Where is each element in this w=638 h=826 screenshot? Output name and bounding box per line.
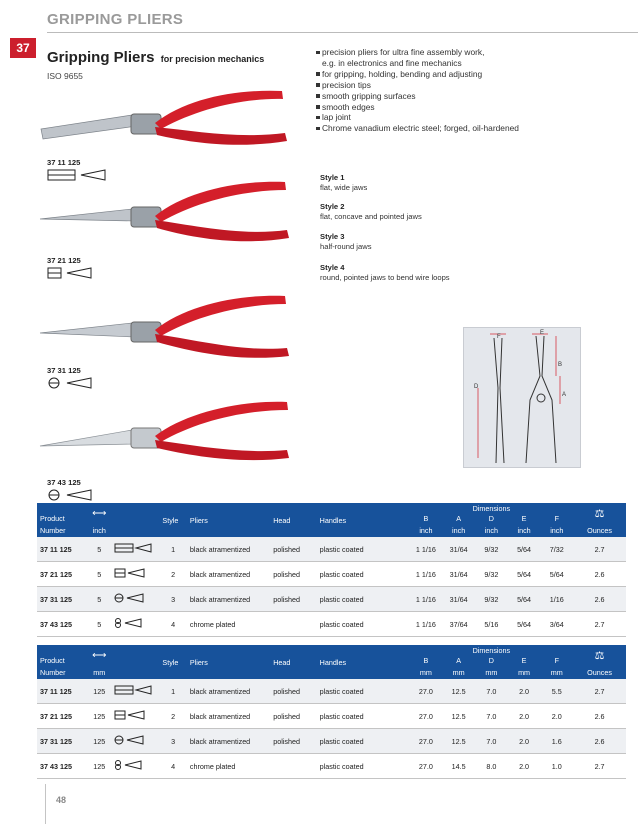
scale-icon: ⚖	[573, 645, 626, 665]
plier-image-37-31-125	[37, 290, 317, 365]
header-unit: mm	[88, 665, 111, 679]
style-label: Style 2	[320, 202, 345, 211]
footer-rule	[45, 784, 46, 824]
jaw-style-4-icon	[114, 760, 152, 770]
header-style: Style	[159, 503, 186, 537]
header-b: B	[410, 513, 443, 523]
table-row: 37 31 125 125 3 black atramentized polished plastic coated 27.0 12.5 7.0 2.0 1.6 2.6	[37, 729, 626, 754]
iso-standard: ISO 9655	[47, 71, 83, 81]
spec-table-mm	[37, 645, 626, 779]
feature-item: for gripping, holding, bending and adjusting	[316, 69, 626, 80]
title-rule	[47, 32, 638, 33]
page-number: 48	[56, 795, 67, 805]
plier-code: 37 21 125	[47, 256, 81, 265]
header-b: B	[410, 655, 443, 665]
feature-item: smooth edges	[316, 102, 626, 113]
header-e: E	[508, 655, 541, 665]
jaw-style-3-icon	[114, 735, 152, 745]
table-row: 37 11 125 5 1 black atramentized polished plastic coated 1 1/16 31/64 9/32 5/64 7/32 2.7	[37, 537, 626, 562]
spec-table-inch	[37, 503, 626, 637]
header-dimensions: Dimensions	[410, 503, 574, 513]
header-head: Head	[270, 503, 316, 537]
jaw-style-3-icon	[114, 593, 152, 603]
product-title	[47, 49, 264, 66]
jaw-style-4-icon	[47, 489, 107, 501]
header-a: A	[442, 655, 475, 665]
table-row: 37 43 125 125 4 chrome plated plastic coated 27.0 14.5 8.0 2.0 1.0 2.7	[37, 754, 626, 779]
header-f: F	[540, 655, 573, 665]
header-handles: Handles	[317, 645, 410, 679]
jaw-style-1-icon	[114, 543, 152, 553]
header-style: Style	[159, 645, 186, 679]
jaw-style-2-icon	[47, 267, 107, 279]
table-row: 37 43 125 5 4 chrome plated plastic coated 1 1/16 37/64 5/16 5/64 3/64 2.7	[37, 612, 626, 637]
style-label: Style 3	[320, 232, 345, 241]
section-title: GRIPPING PLIERS	[47, 11, 184, 28]
table-row: 37 21 125 5 2 black atramentized polished plastic coated 1 1/16 31/64 9/32 5/64 5/64 2.6	[37, 562, 626, 587]
dimension-diagram-drawing	[464, 328, 580, 467]
plier-code: 37 31 125	[47, 366, 81, 375]
feature-item: smooth gripping surfaces	[316, 91, 626, 102]
style-label: Style 4	[320, 263, 345, 272]
header-unit: inch	[88, 523, 111, 537]
jaw-style-1-icon	[47, 169, 107, 181]
feature-continuation: e.g. in electronics and fine mechanics	[322, 57, 462, 68]
style-1	[320, 173, 620, 192]
header-number: Number	[37, 523, 88, 537]
header-a-unit: inch	[442, 523, 475, 537]
scale-icon: ⚖	[573, 503, 626, 523]
header-product: Product	[37, 503, 88, 523]
header-ounces: Ounces	[573, 523, 626, 537]
chapter-tab: 37	[10, 38, 36, 58]
header-pliers: Pliers	[187, 503, 270, 537]
header-d-unit: inch	[475, 523, 508, 537]
style-desc: flat, wide jaws	[320, 182, 368, 192]
feature-item: precision pliers for ultra fine assembly work, e.g. in electronics and fine mechanics	[316, 47, 626, 69]
plier-code: 37 11 125	[47, 158, 81, 167]
table-row: 37 31 125 5 3 black atramentized polished plastic coated 1 1/16 31/64 9/32 5/64 1/16 2.6	[37, 587, 626, 612]
svg-text:E: E	[540, 330, 545, 336]
header-e-unit: mm	[508, 665, 541, 679]
header-ounces: Ounces	[573, 665, 626, 679]
plier-image-37-11-125	[37, 83, 317, 158]
dimension-diagram	[463, 327, 581, 468]
feature-item: precision tips	[316, 80, 626, 91]
header-b-unit: mm	[410, 665, 443, 679]
style-desc: round, pointed jaws to bend wire loops	[320, 272, 450, 282]
header-pliers: Pliers	[187, 645, 270, 679]
jaw-style-2-icon	[114, 710, 152, 720]
feature-list	[316, 47, 626, 134]
product-subtitle: for precision mechanics	[160, 54, 265, 64]
header-d: D	[475, 513, 508, 523]
feature-item: Chrome vanadium electric steel; forged, oil-hardened	[316, 123, 626, 134]
feature-item: lap joint	[316, 112, 626, 123]
plier-code: 37 43 125	[47, 478, 81, 487]
plier-image-37-21-125	[37, 176, 317, 251]
svg-text:A: A	[562, 392, 567, 398]
header-handles: Handles	[317, 503, 410, 537]
header-f: F	[540, 513, 573, 523]
jaw-style-1-icon	[114, 685, 152, 695]
table-row: 37 21 125 125 2 black atramentized polished plastic coated 27.0 12.5 7.0 2.0 2.0 2.6	[37, 704, 626, 729]
header-f-unit: inch	[540, 523, 573, 537]
header-a: A	[442, 513, 475, 523]
length-icon: ⟷	[88, 645, 111, 665]
svg-text:B: B	[558, 362, 563, 368]
plier-image-37-43-125	[37, 390, 317, 465]
jaw-style-4-icon	[114, 618, 152, 628]
header-d-unit: mm	[475, 665, 508, 679]
style-desc: half-round jaws	[320, 241, 372, 251]
header-b-unit: inch	[410, 523, 443, 537]
header-e: E	[508, 513, 541, 523]
style-2	[320, 202, 620, 221]
style-4	[320, 263, 620, 282]
style-label: Style 1	[320, 173, 345, 182]
length-icon: ⟷	[88, 503, 111, 523]
jaw-style-2-icon	[114, 568, 152, 578]
header-product: Product	[37, 645, 88, 665]
jaw-style-3-icon	[47, 377, 107, 389]
svg-text:D: D	[474, 384, 479, 390]
header-e-unit: inch	[508, 523, 541, 537]
header-head: Head	[270, 645, 316, 679]
header-f-unit: mm	[540, 665, 573, 679]
header-a-unit: mm	[442, 665, 475, 679]
table-row: 37 11 125 125 1 black atramentized polished plastic coated 27.0 12.5 7.0 2.0 5.5 2.7	[37, 679, 626, 704]
header-number: Number	[37, 665, 88, 679]
header-d: D	[475, 655, 508, 665]
svg-text:F: F	[497, 334, 501, 340]
product-name: Gripping Pliers	[47, 49, 155, 66]
style-desc: flat, concave and pointed jaws	[320, 211, 422, 221]
header-dimensions: Dimensions	[410, 645, 574, 655]
style-3	[320, 232, 620, 251]
